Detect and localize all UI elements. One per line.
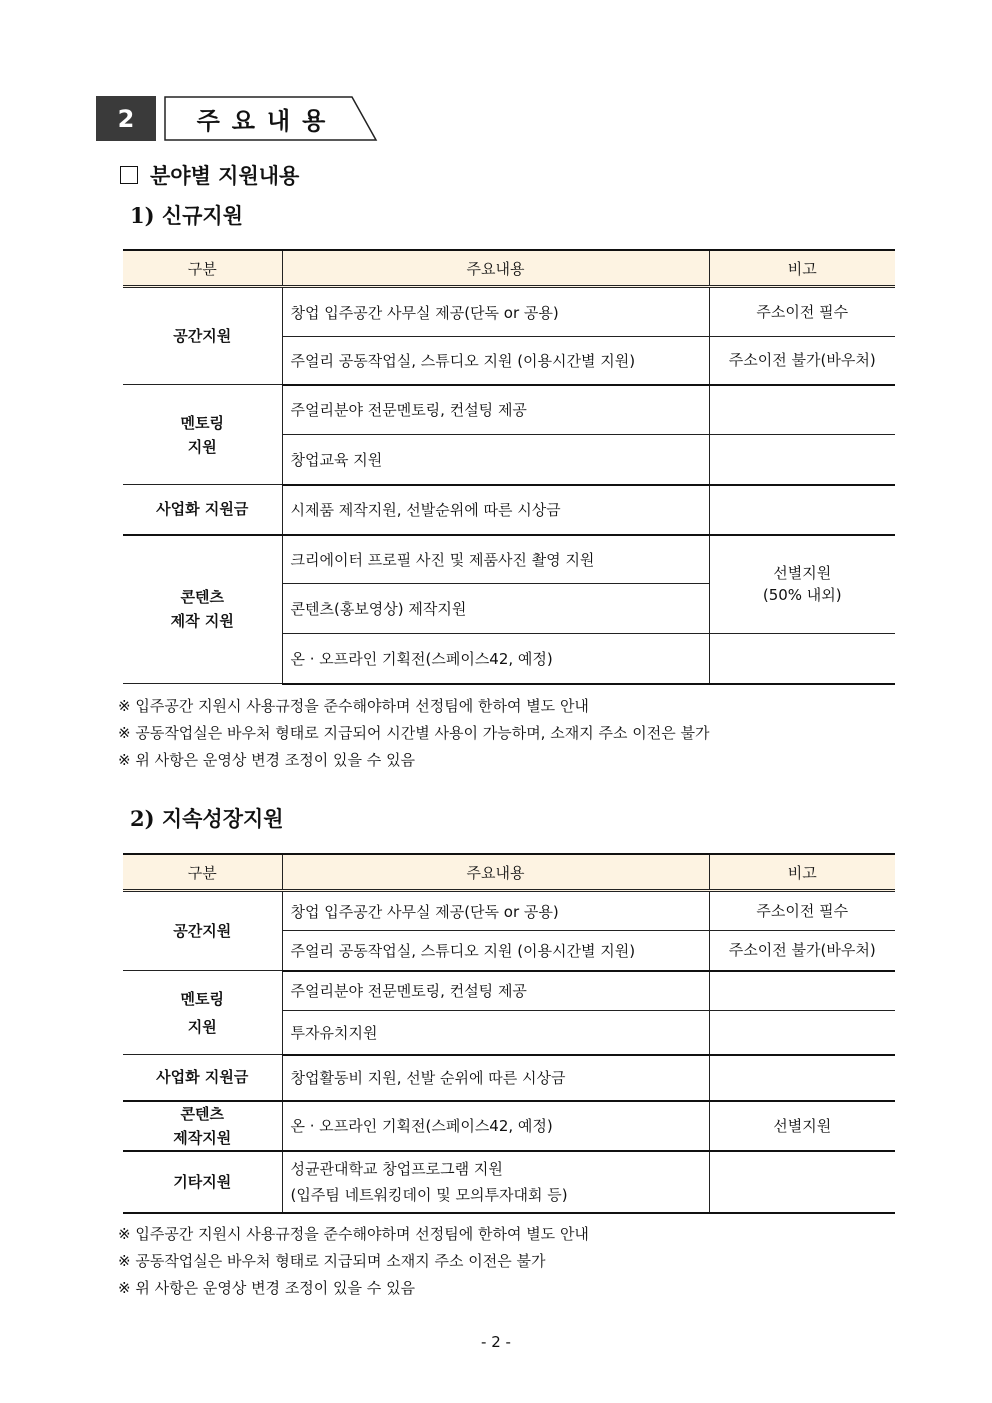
content-cell: 주얼리 공동작업실, 스튜디오 지원 (이용시간별 지원) — [282, 337, 709, 385]
category-line: 제작지원 — [173, 1128, 232, 1147]
category-line: 멘토링 — [180, 989, 224, 1008]
content-cell: 시제품 제작지원, 선발순위에 따른 시상금 — [282, 485, 709, 535]
section-title-box — [164, 96, 378, 141]
note-line: ※ 입주공간 지원시 사용규정을 준수해야하며 선정팀에 한하여 별도 안내 — [118, 697, 589, 715]
content-cell: 크리에이터 프로필 사진 및 제품사진 촬영 지원 — [282, 535, 709, 584]
table-row — [123, 891, 895, 931]
sub1-heading: 1) 신규지원 — [130, 203, 244, 228]
content-line: (입주팀 네트워킹데이 및 모의투자대회 등) — [290, 1185, 568, 1204]
category-line: 콘텐츠 — [180, 588, 224, 607]
table-header-row — [123, 854, 895, 891]
content-cell: 투자유치지원 — [282, 1011, 709, 1055]
content-line: 성균관대학교 창업프로그램 지원 — [290, 1159, 503, 1178]
main-heading-text: 분야별 지원내용 — [150, 163, 300, 188]
section-number: 2 — [96, 96, 156, 141]
sub1-notes — [118, 693, 709, 774]
note-line: ※ 위 사항은 운영상 변경 조정이 있을 수 있음 — [118, 751, 416, 769]
category-cell — [123, 385, 282, 485]
category-line: 멘토링 — [180, 413, 224, 432]
content-cell: 창업활동비 지원, 선발 순위에 따른 시상금 — [282, 1055, 709, 1101]
category-cell — [123, 971, 282, 1055]
note-line: (50% 내외) — [762, 586, 842, 605]
note-line: 선별지원 — [773, 564, 832, 583]
content-cell: 온 · 오프라인 기획전(스페이스42, 예정) — [282, 634, 709, 684]
content-cell: 주얼리 공동작업실, 스튜디오 지원 (이용시간별 지원) — [282, 931, 709, 971]
note-cell — [709, 971, 895, 1011]
note-cell: 주소이전 필수 — [709, 287, 895, 337]
checkbox-square-icon — [120, 166, 138, 184]
table-row — [123, 971, 895, 1011]
header-content: 주요내용 — [282, 854, 709, 891]
header-note: 비고 — [709, 854, 895, 891]
note-cell: 선별지원 — [709, 1101, 895, 1151]
category-line: 지원 — [187, 437, 217, 456]
note-line: ※ 공동작업실은 바우처 형태로 지급되어 시간별 사용이 가능하며, 소재지 주소 이전은 불가 — [118, 724, 710, 742]
table-header-row — [123, 250, 895, 287]
category-cell — [123, 1101, 282, 1151]
main-heading — [120, 160, 299, 190]
note-line: ※ 위 사항은 운영상 변경 조정이 있을 수 있음 — [118, 1279, 416, 1297]
category-cell: 공간지원 — [123, 891, 282, 971]
note-cell — [709, 634, 895, 684]
content-cell — [282, 1151, 709, 1213]
note-line: ※ 입주공간 지원시 사용규정을 준수해야하며 선정팀에 한하여 별도 안내 — [118, 1225, 589, 1243]
page-number: - 2 - — [481, 1333, 511, 1351]
table-row — [123, 287, 895, 337]
table-row — [123, 385, 895, 435]
category-line: 지원 — [187, 1017, 217, 1036]
content-cell: 주얼리분야 전문멘토링, 컨설팅 제공 — [282, 971, 709, 1011]
header-note: 비고 — [709, 250, 895, 287]
category-cell: 사업화 지원금 — [123, 1055, 282, 1101]
sub2-table — [123, 853, 895, 1214]
note-cell — [709, 1151, 895, 1213]
content-cell: 창업 입주공간 사무실 제공(단독 or 공용) — [282, 287, 709, 337]
note-cell: 주소이전 필수 — [709, 891, 895, 931]
sub2-notes — [118, 1221, 589, 1302]
table-row — [123, 1151, 895, 1213]
note-cell: 주소이전 불가(바우처) — [709, 931, 895, 971]
note-cell — [709, 485, 895, 535]
table-row — [123, 485, 895, 535]
table-row — [123, 1101, 895, 1151]
header-content: 주요내용 — [282, 250, 709, 287]
note-cell — [709, 535, 895, 634]
category-cell: 공간지원 — [123, 287, 282, 385]
table-row — [123, 1055, 895, 1101]
note-cell: 주소이전 불가(바우처) — [709, 337, 895, 385]
category-cell: 사업화 지원금 — [123, 485, 282, 535]
note-cell — [709, 1055, 895, 1101]
sub1-table — [123, 249, 895, 685]
table-row — [123, 535, 895, 584]
category-line: 제작 지원 — [170, 612, 234, 631]
sub2-heading: 2) 지속성장지원 — [130, 806, 284, 831]
header-category: 구분 — [123, 854, 282, 891]
section-title: 주요내용 — [196, 107, 338, 135]
note-cell — [709, 435, 895, 485]
content-cell: 창업 입주공간 사무실 제공(단독 or 공용) — [282, 891, 709, 931]
content-cell: 콘텐츠(홍보영상) 제작지원 — [282, 584, 709, 634]
note-cell — [709, 1011, 895, 1055]
category-line: 콘텐츠 — [180, 1104, 224, 1123]
note-cell — [709, 385, 895, 435]
content-cell: 온 · 오프라인 기획전(스페이스42, 예정) — [282, 1101, 709, 1151]
content-cell: 창업교육 지원 — [282, 435, 709, 485]
note-line: ※ 공동작업실은 바우처 형태로 지급되며 소재지 주소 이전은 불가 — [118, 1252, 546, 1270]
category-cell: 기타지원 — [123, 1151, 282, 1213]
category-cell — [123, 535, 282, 684]
header-category: 구분 — [123, 250, 282, 287]
content-cell: 주얼리분야 전문멘토링, 컨설팅 제공 — [282, 385, 709, 435]
